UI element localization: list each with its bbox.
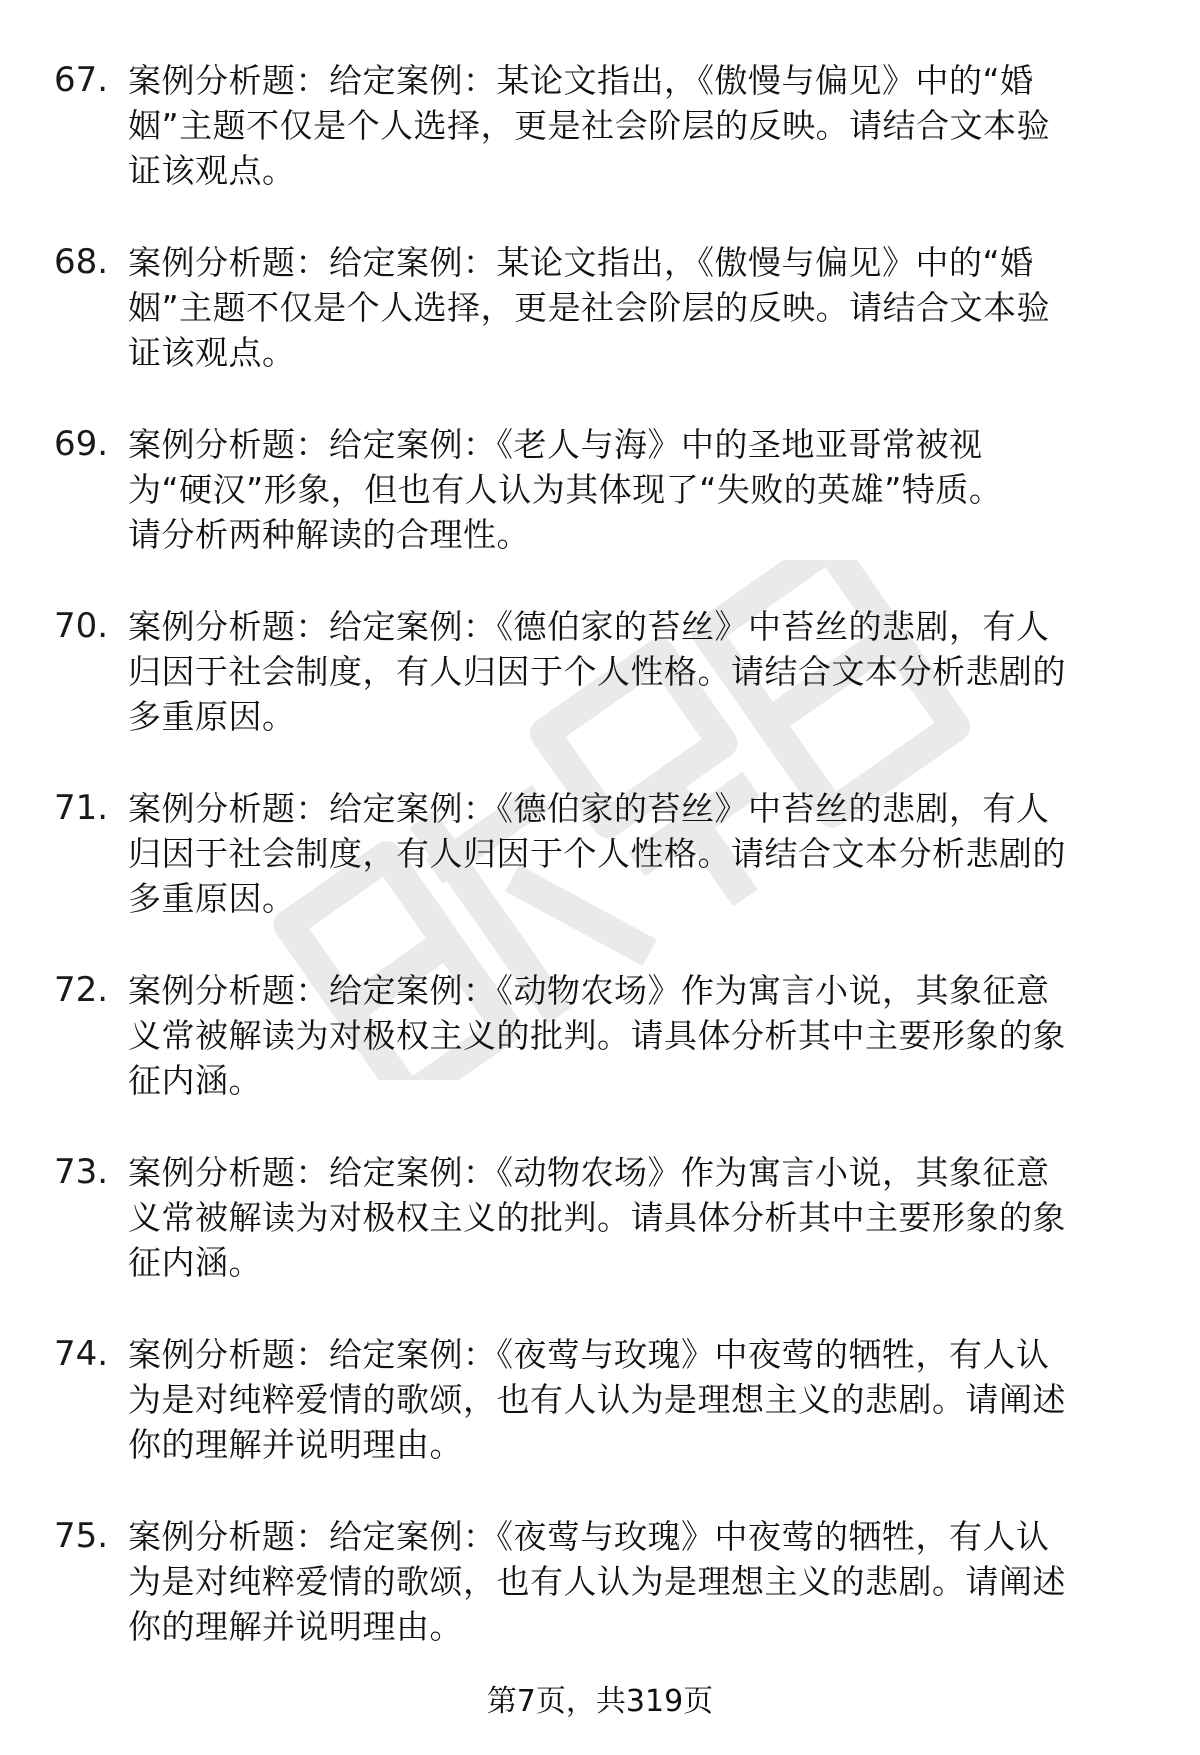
question-text — [128, 58, 1148, 193]
question-text-line: 案例分析题：给定案例：某论文指出，《傲慢与偏见》中的“婚 — [128, 243, 1034, 282]
question-item — [0, 1150, 1200, 1332]
question-text-line: 姻”主题不仅是个人选择，更是社会阶层的反映。请结合文本验 — [128, 106, 1051, 145]
question-text-line: 你的理解并说明理由。 — [128, 1425, 463, 1464]
question-text-line: 案例分析题：给定案例：《德伯家的苔丝》中苔丝的悲剧，有人 — [128, 789, 1050, 828]
question-text-line: 多重原因。 — [128, 697, 296, 736]
question-text-line: 证该观点。 — [128, 151, 296, 190]
question-text-line: 姻”主题不仅是个人选择，更是社会阶层的反映。请结合文本验 — [128, 288, 1051, 327]
question-text — [128, 1514, 1148, 1649]
question-item — [0, 786, 1200, 968]
question-text — [128, 968, 1148, 1103]
question-text-line: 案例分析题：给定案例：某论文指出，《傲慢与偏见》中的“婚 — [128, 61, 1034, 100]
question-text-line: 归因于社会制度，有人归因于个人性格。请结合文本分析悲剧的 — [128, 652, 1066, 691]
question-list — [0, 58, 1200, 1696]
question-text-line: 征内涵。 — [128, 1243, 262, 1282]
question-item — [0, 968, 1200, 1150]
question-text-line: 案例分析题：给定案例：《夜莺与玫瑰》中夜莺的牺牲，有人认 — [128, 1517, 1050, 1556]
question-text — [128, 1150, 1148, 1285]
question-text — [128, 786, 1148, 921]
question-text-line: 你的理解并说明理由。 — [128, 1607, 463, 1646]
question-text-line: 义常被解读为对极权主义的批判。请具体分析其中主要形象的象 — [128, 1198, 1066, 1237]
page-footer — [0, 1682, 1200, 1722]
question-number: 73. — [54, 1152, 109, 1192]
question-item — [0, 422, 1200, 604]
question-text — [128, 1332, 1148, 1467]
question-text-line: 归因于社会制度，有人归因于个人性格。请结合文本分析悲剧的 — [128, 834, 1066, 873]
question-item — [0, 240, 1200, 422]
question-number: 75. — [54, 1516, 109, 1556]
question-number: 72. — [54, 970, 109, 1010]
question-text-line: 案例分析题：给定案例：《德伯家的苔丝》中苔丝的悲剧，有人 — [128, 607, 1050, 646]
question-item — [0, 1332, 1200, 1514]
question-item — [0, 1514, 1200, 1696]
question-number: 70. — [54, 606, 109, 646]
question-text — [128, 240, 1148, 375]
question-number: 71. — [54, 788, 109, 828]
question-text-line: 义常被解读为对极权主义的批判。请具体分析其中主要形象的象 — [128, 1016, 1066, 1055]
question-number: 68. — [54, 242, 109, 282]
question-text-line: 征内涵。 — [128, 1061, 262, 1100]
question-text-line: 证该观点。 — [128, 333, 296, 372]
question-item — [0, 604, 1200, 786]
question-item — [0, 58, 1200, 240]
question-number: 74. — [54, 1334, 109, 1374]
question-text-line: 多重原因。 — [128, 879, 296, 918]
question-text-line: 案例分析题：给定案例：《老人与海》中的圣地亚哥常被视 — [128, 425, 983, 464]
question-text — [128, 422, 1148, 557]
question-text-line: 为“硬汉”形象，但也有人认为其体现了“失败的英雄”特质。 — [128, 470, 1003, 509]
question-text-line: 为是对纯粹爱情的歌颂，也有人认为是理想主义的悲剧。请阐述 — [128, 1380, 1066, 1419]
question-text-line: 案例分析题：给定案例：《动物农场》作为寓言小说，其象征意 — [128, 1153, 1050, 1192]
page-number-label: 第7页，共319页 — [486, 1684, 714, 1719]
question-number: 69. — [54, 424, 109, 464]
question-text — [128, 604, 1148, 739]
question-number: 67. — [54, 60, 109, 100]
question-text-line: 案例分析题：给定案例：《动物农场》作为寓言小说，其象征意 — [128, 971, 1050, 1010]
question-text-line: 请分析两种解读的合理性。 — [128, 515, 530, 554]
question-text-line: 为是对纯粹爱情的歌颂，也有人认为是理想主义的悲剧。请阐述 — [128, 1562, 1066, 1601]
question-text-line: 案例分析题：给定案例：《夜莺与玫瑰》中夜莺的牺牲，有人认 — [128, 1335, 1050, 1374]
